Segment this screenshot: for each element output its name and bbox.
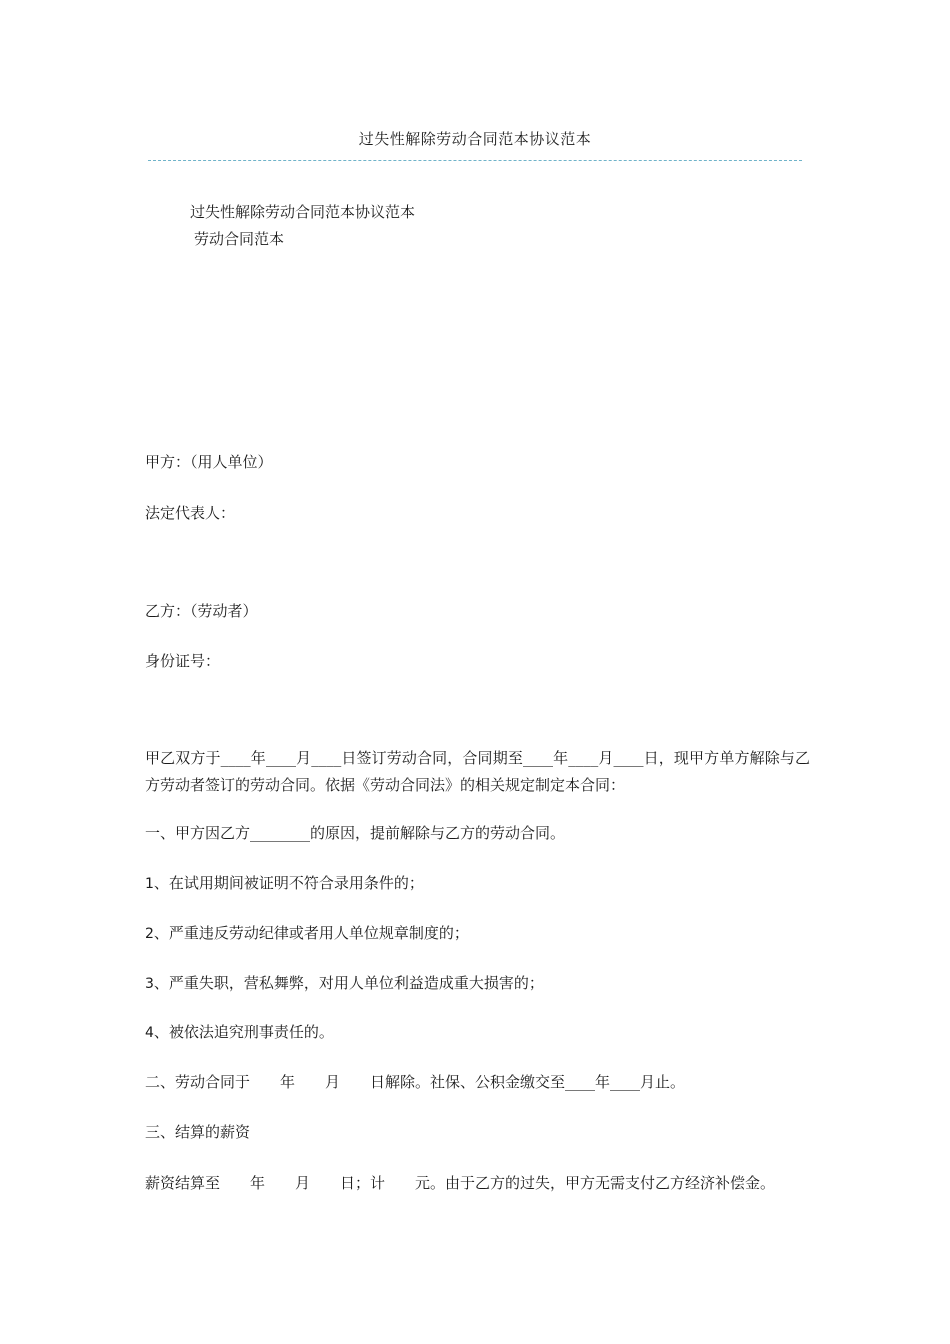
list-item-number: 4 [145,1025,154,1041]
list-item-text: 、严重失职，营私舞弊，对用人单位利益造成重大损害的； [153,974,544,992]
list-item-number: 1 [145,876,154,892]
party-b-line: 乙方：（劳动者） [145,602,258,620]
id-number-line: 身份证号： [145,652,221,670]
salary-paragraph: 薪资结算至 年 月 日；计 元。由于乙方的过失，甲方无需支付乙方经济补偿金。 [145,1174,776,1192]
list-item-number: 3 [145,976,154,992]
clause-two: 二、劳动合同于 年 月 日解除。社保、公积金缴交至____年____月止。 [145,1073,686,1091]
page-header-title: 过失性解除劳动合同范本协议范本 [358,130,592,148]
list-item-text: 、严重违反劳动纪律或者用人单位规章制度的； [153,924,469,942]
list-item-1 [145,872,424,895]
list-item-number: 2 [145,926,154,942]
list-item-2 [145,922,469,945]
document-subtitle: 劳动合同范本 [194,230,285,248]
preamble-paragraph: 甲乙双方于____年____月____日签订劳动合同，合同期至____年____月____日，现甲方单方解除与乙方劳动者签订的劳动合同。依据《劳动合同法》的相关规定制定本合同： [145,749,810,794]
list-item-text: 、在试用期间被证明不符合录用条件的； [153,874,424,892]
clause-one: 一、甲方因乙方________的原因，提前解除与乙方的劳动合同。 [145,824,566,842]
list-item-3 [145,972,544,995]
header-divider [148,160,802,161]
clause-three: 三、结算的薪资 [145,1123,251,1141]
legal-representative-line: 法定代表人： [145,504,236,522]
list-item-4 [145,1021,334,1044]
document-title: 过失性解除劳动合同范本协议范本 [190,203,416,221]
list-item-text: 、被依法追究刑事责任的。 [153,1023,334,1041]
party-a-line: 甲方：（用人单位） [145,453,273,471]
